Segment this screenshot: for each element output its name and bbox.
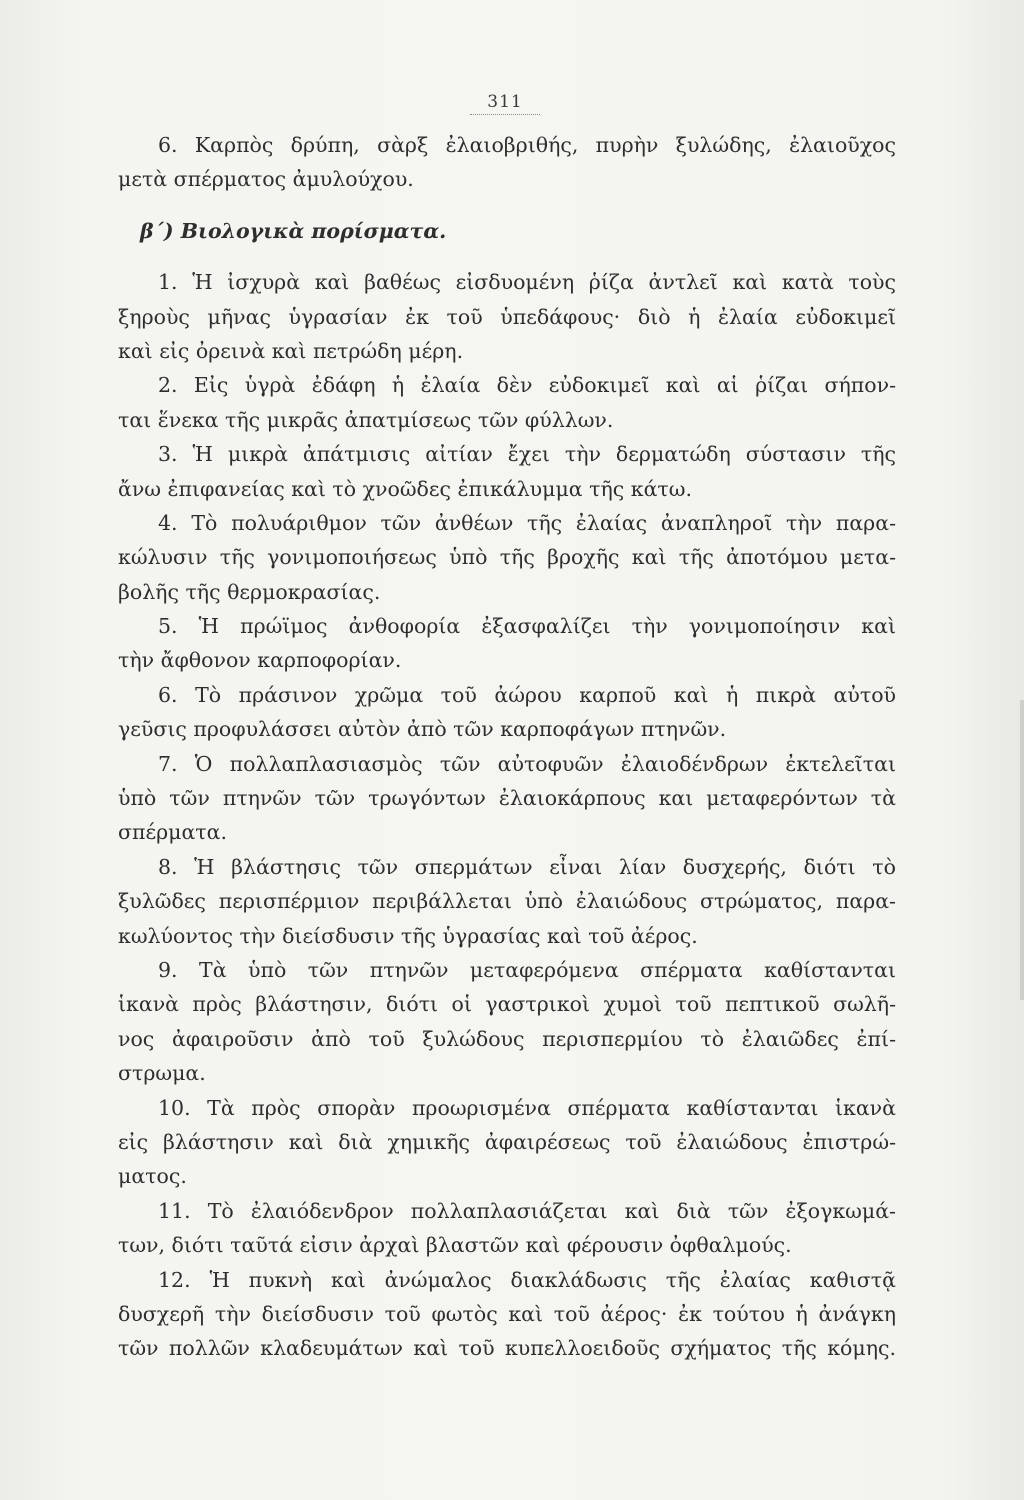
text-line-9: ἄνω ἐπιφανείας καὶ τὸ χνοῶδες ἐπικάλυμμα τῆς κάτω. bbox=[118, 476, 692, 501]
text-line-21: ξυλῶδες περισπέρμιον περιβάλλεται ὑπὸ ἐλαιώδους στρώματος, παρα- bbox=[118, 889, 896, 914]
text-line-26: στρωμα. bbox=[118, 1061, 206, 1086]
text-line-7: ται ἕνεκα τῆς μικρᾶς ἀπατμίσεως τῶν φύλλων. bbox=[118, 407, 614, 432]
text-line-29: ματος. bbox=[118, 1164, 187, 1189]
text-line-28: εἰς βλάστησιν καὶ διὰ χημικῆς ἀφαιρέσεως τοῦ ἐλαιώδους ἐπιστρώ- bbox=[118, 1129, 896, 1154]
text-line-31: των, διότι ταῦτά εἰσιν ἀρχαὶ βλαστῶν καὶ φέρουσιν ὀφθαλμούς. bbox=[118, 1233, 792, 1258]
text-line-23: 9. Τὰ ὑπὸ τῶν πτηνῶν μεταφερόμενα σπέρματα καθίστανται bbox=[158, 957, 896, 982]
text-line-18: ὑπὸ τῶν πτηνῶν τῶν τρωγόντων ἐλαιοκάρπους και μεταφερόντων τὰ bbox=[118, 786, 896, 811]
text-line-34: τῶν πολλῶν κλαδευμάτων καὶ τοῦ κυπελλοειδοῦς σχήματος τῆς κόμης. bbox=[118, 1336, 896, 1361]
text-line-32: 12. Ἡ πυκνὴ καὶ ἀνώμαλος διακλάδωσις τῆς ἐλαίας καθιστᾷ bbox=[158, 1267, 896, 1292]
text-line-4: ξηροὺς μῆνας ὑγρασίαν ἐκ τοῦ ὑπεδάφους· διὸ ἡ ἐλαία εὐδοκιμεῖ bbox=[118, 304, 896, 329]
text-line-11: κώλυσιν τῆς γονιμοποιήσεως ὑπὸ τῆς βροχῆς καὶ τῆς ἀποτόμου μετα- bbox=[118, 545, 896, 570]
text-line-15: 6. Τὸ πράσινον χρῶμα τοῦ ἀώρου καρποῦ καὶ ἡ πικρὰ αὐτοῦ bbox=[158, 682, 896, 707]
text-line-8: 3. Ἡ μικρὰ ἀπάτμισις αἰτίαν ἔχει τὴν δερματώδη σύστασιν τῆς bbox=[158, 442, 896, 467]
text-line-6: 2. Εἰς ὑγρὰ ἐδάφη ἡ ἐλαία δὲν εὐδοκιμεῖ καὶ αἱ ῥίζαι σήπον- bbox=[158, 373, 896, 398]
text-line-17: 7. Ὁ πολλαπλασιασμὸς τῶν αὐτοφυῶν ἐλαιοδένδρων ἐκτελεῖται bbox=[158, 751, 896, 776]
page-edge-shadow bbox=[1020, 700, 1024, 1000]
text-line-13: 5. Ἡ πρώϊμος ἀνθοφορία ἐξασφαλίζει τὴν γονιμοποίησιν καὶ bbox=[158, 614, 896, 639]
text-line-19: σπέρματα. bbox=[118, 820, 228, 845]
text-line-25: νος ἀφαιροῦσιν ἀπὸ τοῦ ξυλώδους περισπερμίου τὸ ἐλαιῶδες ἐπί- bbox=[118, 1026, 896, 1051]
text-line-27: 10. Τὰ πρὸς σπορὰν προωρισμένα σπέρματα καθίστανται ἱκανὰ bbox=[158, 1095, 896, 1120]
text-line-22: κωλύοντος τὴν διείσδυσιν τῆς ὑγρασίας καὶ τοῦ ἀέρος. bbox=[118, 923, 698, 948]
text-line-16: γεῦσις προφυλάσσει αὐτὸν ἀπὸ τῶν καρποφάγων πτηνῶν. bbox=[118, 717, 727, 742]
text-line-24: ἱκανὰ πρὸς βλάστησιν, διότι οἱ γαστρικοὶ χυμοὶ τοῦ πεπτικοῦ σωλῆ- bbox=[118, 992, 896, 1017]
text-line-33: δυσχερῆ τὴν διείσδυσιν τοῦ φωτὸς καὶ τοῦ ἀέρος· ἐκ τούτου ἡ ἀνάγκη bbox=[118, 1301, 896, 1326]
text-line-20: 8. Ἡ βλάστησις τῶν σπερμάτων εἶναι λίαν δυσχερής, διότι τὸ bbox=[158, 854, 896, 879]
text-line-14: τὴν ἄφθονον καρποφορίαν. bbox=[118, 648, 402, 673]
page-body-text bbox=[118, 128, 896, 1366]
text-line-2: μετὰ σπέρματος ἀμυλούχου. bbox=[118, 167, 414, 192]
text-line-1: 6. Καρπὸς δρύπη, σὰρξ ἐλαιοβριθής, πυρὴν ξυλώδης, ἐλαιοῦχος bbox=[158, 133, 896, 157]
text-line-5: καὶ εἰς ὀρεινὰ καὶ πετρώδη μέρη. bbox=[118, 338, 464, 363]
text-line-3: 1. Ἡ ἰσχυρὰ καὶ βαθέως εἰσδυομένη ῥίζα ἀντλεῖ καὶ κατὰ τοὺς bbox=[158, 270, 896, 295]
page-number: 311 bbox=[470, 92, 540, 115]
section-heading: β΄) Βιολογικὰ πορίσματα. bbox=[140, 218, 447, 243]
text-line-12: βολῆς τῆς θερμοκρασίας. bbox=[118, 579, 381, 604]
text-line-30: 11. Τὸ ἐλαιόδενδρον πολλαπλασιάζεται καὶ διὰ τῶν ἐξογκωμά- bbox=[158, 1198, 896, 1223]
text-line-10: 4. Τὸ πολυάριθμον τῶν ἀνθέων τῆς ἐλαίας ἀναπληροῖ τὴν παρα- bbox=[158, 510, 896, 535]
